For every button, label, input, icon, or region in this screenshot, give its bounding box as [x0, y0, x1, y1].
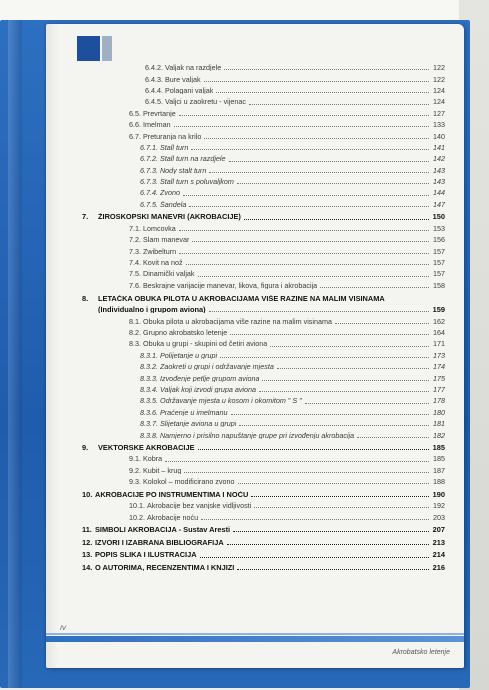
- toc-dot-leader: [277, 368, 429, 369]
- toc-entry-number: 8.3.8.: [140, 430, 158, 440]
- toc-dot-leader: [239, 425, 429, 426]
- toc-dot-leader: [305, 403, 429, 404]
- toc-dot-leader: [357, 437, 429, 438]
- toc-entry-page: 214: [432, 550, 445, 560]
- toc-entry-title: Akrobacije noću: [147, 513, 199, 521]
- toc-dot-leader: [231, 414, 429, 415]
- toc-entry-title: Šandela: [159, 200, 187, 209]
- toc-entry-title: ŽIROSKOPSKI MANEVRI (AKROBACIJE): [98, 213, 241, 221]
- toc-dot-leader: [230, 334, 429, 335]
- toc-dot-leader: [254, 507, 429, 508]
- toc-entry-title: Zaokreti u grupi i održavanje mjesta: [159, 363, 274, 371]
- toc-entry: [82, 533, 445, 546]
- toc-dot-leader: [200, 557, 429, 558]
- toc-dot-leader: [189, 206, 429, 207]
- toc-entry: [82, 151, 445, 162]
- toc-entry: [82, 336, 445, 347]
- toc-entry-number: 9.1.: [129, 454, 141, 464]
- toc-entry-page: 180: [433, 407, 445, 417]
- toc-entry-number: 9.: [82, 442, 89, 452]
- toc-entry-number: 8.1.: [129, 316, 141, 326]
- book-page: [46, 24, 464, 668]
- toc-entry-page: 207: [432, 525, 445, 535]
- toc-dot-leader: [216, 92, 429, 93]
- toc-entry-number: 7.2.: [129, 235, 141, 245]
- toc-entry-number: 8.3.3.: [140, 373, 158, 383]
- toc-entry: [82, 546, 445, 559]
- toc-entry-title: Grupno akrobatsko letenje: [143, 328, 228, 337]
- toc-dot-leader: [204, 138, 429, 139]
- toc-entry-page: 177: [433, 384, 445, 394]
- toc-entry-page: 213: [432, 537, 445, 547]
- toc-entry-page: 157: [433, 258, 445, 268]
- toc-dot-leader: [227, 544, 429, 545]
- toc-entry-number: 9.2.: [129, 465, 141, 475]
- toc-entry-number: 14.: [82, 562, 93, 572]
- toc-entry: [82, 559, 445, 572]
- toc-entry: [82, 463, 445, 474]
- toc-dot-leader: [251, 496, 429, 497]
- toc-entry: [82, 163, 445, 174]
- toc-entry-title: Nody stalt turn: [159, 166, 207, 174]
- toc-dot-leader: [224, 69, 429, 70]
- toc-entry-number: 7.3.: [129, 246, 141, 256]
- toc-entry-page: 122: [433, 74, 445, 84]
- toc-entry: [82, 128, 445, 139]
- toc-entry-title: Izvođenje petlje grupom aviona: [159, 374, 260, 382]
- toc-entry: [82, 197, 445, 208]
- toc-entry-number: 12.: [82, 537, 93, 547]
- toc-entry-page: 147: [433, 199, 445, 209]
- toc-entry: [82, 60, 445, 71]
- toc-entry-title: Preturanja na krilo: [143, 132, 202, 140]
- toc-dot-leader: [184, 472, 429, 473]
- toc-entry-title: Stall turn na razdjele: [159, 155, 226, 163]
- toc-entry: [82, 221, 445, 232]
- toc-entry-page: 153: [433, 223, 445, 233]
- toc-entry-title: IZVORI I IZABRANA BIBLIOGRAFIJA: [95, 538, 224, 547]
- toc-entry-title: Beskrajne varijacije manevar, likova, figura i akrobacija: [143, 281, 318, 290]
- toc-entry-title: Dinamički valjak: [143, 270, 195, 278]
- toc-entry-title: Slijetanje aviona u grupi: [159, 420, 237, 428]
- toc-entry-title: VEKTORSKE AKROBACIJE: [98, 443, 195, 452]
- toc-entry-page: 178: [433, 396, 445, 406]
- toc-entry: [82, 174, 445, 185]
- toc-entry-number: 8.3.4.: [140, 384, 158, 394]
- toc-entry-page: 144: [433, 188, 445, 198]
- toc-entry: [82, 451, 445, 462]
- toc-entry-title: Valjci u zaokretu - vijenac: [164, 98, 246, 106]
- toc-entry-page: 122: [433, 63, 445, 73]
- toc-entry-title: Namjerno i prisilno napuštanje grupe pri izvođenju akrobacija: [159, 431, 355, 439]
- toc-entry: [82, 208, 445, 221]
- toc-entry-title: POPIS SLIKA I ILUSTRACIJA: [95, 551, 197, 559]
- toc-entry-page: 140: [433, 131, 445, 141]
- toc-dot-leader: [233, 531, 429, 532]
- toc-entry: [82, 117, 445, 128]
- decorative-gray-bar: [102, 36, 112, 61]
- toc-entry-number: 6.7.3.: [140, 177, 158, 187]
- toc-dot-leader: [244, 219, 429, 220]
- toc-entry-title: Kolokol – modificirano zvono: [143, 478, 235, 486]
- page-gutter-shadow: [46, 24, 58, 668]
- toc-entry: [82, 427, 445, 438]
- toc-entry-number: 6.4.3.: [145, 74, 163, 84]
- toc-entry: [82, 348, 445, 359]
- toc-entry-number: 8.: [82, 293, 89, 303]
- toc-dot-leader: [249, 104, 429, 105]
- toc-entry-number: 8.3.: [129, 339, 141, 349]
- toc-entry-number: 8.3.5.: [140, 396, 158, 406]
- toc-entry-title: Polijetanje u grupi: [159, 351, 218, 359]
- toc-entry-title: Polagani valjak: [164, 86, 214, 95]
- toc-entry: [82, 498, 445, 509]
- toc-dot-leader: [179, 115, 429, 116]
- toc-dot-leader: [259, 391, 429, 392]
- toc-dot-leader: [220, 357, 429, 358]
- toc-entry-number: 7.6.: [129, 280, 141, 290]
- toc-entry-title: Održavanje mjesta u kosom i okomitom " S ": [159, 397, 302, 405]
- toc-entry-number: 8.3.1.: [140, 350, 158, 360]
- toc-entry: [82, 232, 445, 243]
- toc-entry: [82, 243, 445, 254]
- toc-entry-title: Obuka pilota u akrobacijama više razine na malim visinama: [143, 317, 332, 325]
- toc-entry: [82, 521, 445, 534]
- toc-entry-title: Praćenje u imelmanu: [159, 408, 228, 416]
- toc-entry-number: 7.1.: [129, 223, 141, 233]
- toc-entry-page: 185: [432, 442, 445, 452]
- toc-entry-page: 181: [433, 419, 445, 429]
- toc-entry-title: Stall turn: [159, 143, 189, 152]
- toc-entry-title: Kubit – krug: [143, 466, 182, 475]
- toc-entry-number: 6.7.4.: [140, 188, 158, 198]
- toc-dot-leader: [204, 81, 429, 82]
- toc-entry-page: 216: [432, 562, 445, 572]
- toc-entry: [82, 266, 445, 277]
- toc-entry-title: Kovit na nož: [143, 259, 183, 267]
- toc-entry-title: Valjak na razdjele: [164, 64, 222, 72]
- toc-entry-page: 141: [433, 142, 445, 152]
- table-of-contents: [82, 60, 445, 571]
- toc-dot-leader: [237, 183, 429, 184]
- toc-entry: [82, 370, 445, 381]
- footer-blue-band: [46, 636, 464, 642]
- toc-entry-title: AKROBACIJE PO INSTRUMENTIMA I NOĆU: [95, 490, 249, 499]
- toc-dot-leader: [191, 149, 429, 150]
- toc-entry-title: Obuka u grupi - skupini od četiri aviona: [143, 340, 268, 348]
- toc-entry-number: 7.4.: [129, 258, 141, 268]
- toc-dot-leader: [192, 241, 429, 242]
- toc-entry-number: 10.1.: [129, 501, 145, 511]
- toc-entry-number: 10.: [82, 489, 93, 499]
- toc-entry: [82, 382, 445, 393]
- toc-entry: [82, 71, 445, 82]
- toc-entry: [82, 278, 445, 289]
- toc-entry-title: Kobra: [143, 455, 163, 463]
- toc-entry-page: 175: [433, 373, 445, 383]
- toc-entry-page: 174: [433, 362, 445, 372]
- toc-entry-title: Zvono: [159, 189, 180, 197]
- toc-entry: [82, 83, 445, 94]
- toc-entry-number: 8.3.7.: [140, 419, 158, 429]
- toc-entry-page: 124: [433, 85, 445, 95]
- toc-dot-leader: [165, 461, 429, 462]
- toc-entry-title: Slam manevar: [143, 236, 190, 244]
- toc-entry-page: 187: [433, 465, 445, 475]
- toc-entry: [82, 509, 445, 520]
- toc-dot-leader: [270, 346, 429, 347]
- toc-entry-number: 6.4.5.: [145, 97, 163, 107]
- toc-entry-number: 6.4.4.: [145, 85, 163, 95]
- toc-entry: [82, 185, 445, 196]
- toc-entry-page: 159: [432, 305, 445, 314]
- toc-entry-number: 8.2.: [129, 327, 141, 337]
- toc-entry-number: 7.: [82, 212, 89, 222]
- toc-dot-leader: [179, 253, 429, 254]
- toc-entry-page: 133: [433, 120, 445, 130]
- toc-entry-page: 182: [433, 430, 445, 440]
- toc-entry: [82, 393, 445, 404]
- running-title: Akrobatsko letenje: [392, 649, 450, 656]
- toc-entry-page: 142: [433, 154, 445, 164]
- toc-entry-page: 188: [433, 477, 445, 487]
- toc-dot-leader: [174, 126, 429, 127]
- toc-dot-leader: [186, 264, 429, 265]
- toc-dot-leader: [198, 276, 429, 277]
- toc-entry-number: 6.7.1.: [140, 142, 158, 152]
- toc-entry: [82, 313, 445, 324]
- toc-entry-number: 6.5.: [129, 108, 141, 118]
- toc-entry-page: 157: [433, 269, 445, 279]
- toc-dot-leader: [335, 323, 429, 324]
- toc-entry-title: SIMBOLI AKROBACIJA - Sustav Aresti: [95, 526, 231, 534]
- toc-entry-title: O AUTORIMA, RECENZENTIMA I KNJIZI: [95, 563, 235, 572]
- toc-entry-page: 127: [433, 108, 445, 118]
- toc-dot-leader: [320, 287, 429, 288]
- toc-entry-title: Lomcovka: [143, 224, 176, 233]
- page-number: IV: [60, 625, 67, 632]
- toc-entry-number: 9.3.: [129, 477, 141, 487]
- toc-entry-number: 7.5.: [129, 269, 141, 279]
- toc-entry-number: 8.3.2.: [140, 362, 158, 372]
- toc-entry-number: 6.7.5.: [140, 199, 158, 209]
- toc-dot-leader: [262, 380, 429, 381]
- toc-entry-number: 6.7.: [129, 131, 141, 141]
- toc-entry: [82, 359, 445, 370]
- toc-entry-number: 6.4.2.: [145, 63, 163, 73]
- toc-entry-page: 143: [433, 165, 445, 175]
- toc-dot-leader: [209, 172, 429, 173]
- toc-entry: [82, 302, 445, 313]
- toc-entry-title: Prevrtanje: [143, 109, 176, 117]
- toc-entry-page: 157: [433, 246, 445, 256]
- toc-entry-page: 190: [432, 489, 445, 499]
- toc-entry: [82, 439, 445, 452]
- toc-dot-leader: [201, 519, 429, 520]
- toc-entry: [82, 255, 445, 266]
- toc-entry-page: 203: [433, 512, 445, 522]
- toc-entry: [82, 405, 445, 416]
- toc-entry: [82, 325, 445, 336]
- toc-entry: [82, 474, 445, 485]
- toc-entry-title: Valjak koji izvodi grupa aviona: [159, 385, 257, 394]
- toc-entry-number: 6.7.3.: [140, 165, 158, 175]
- toc-entry-page: 164: [433, 327, 445, 337]
- toc-entry: [82, 485, 445, 498]
- toc-dot-leader: [198, 449, 429, 450]
- toc-dot-leader: [238, 483, 430, 484]
- toc-entry: [82, 289, 445, 302]
- toc-entry-number: 6.7.2.: [140, 154, 158, 164]
- toc-entry-page: 158: [433, 280, 445, 290]
- toc-entry-page: 156: [433, 235, 445, 245]
- toc-entry: [82, 416, 445, 427]
- toc-entry-title: Akrobacije bez vanjske vidljivosti: [147, 502, 252, 510]
- toc-entry-title: Imelman: [143, 121, 171, 129]
- footer-thin-line: [46, 633, 464, 635]
- toc-dot-leader: [237, 569, 429, 570]
- toc-entry-number: 8.3.6.: [140, 407, 158, 417]
- toc-entry-title: Zwibelturn: [143, 247, 177, 255]
- toc-entry-number: 10.2.: [129, 512, 145, 522]
- toc-entry-page: 173: [433, 350, 445, 360]
- toc-entry-page: 171: [433, 339, 445, 349]
- toc-entry: [82, 94, 445, 105]
- toc-entry: [82, 140, 445, 151]
- toc-entry-number: 11.: [82, 525, 92, 535]
- toc-entry-number: 6.6.: [129, 120, 141, 130]
- toc-dot-leader: [179, 230, 429, 231]
- toc-entry-page: 192: [433, 501, 445, 511]
- toc-entry-title: LETAČKA OBUKA PILOTA U AKROBACIJAMA VIŠE RAZINE NA MALIM VISINAMA: [98, 294, 385, 303]
- toc-dot-leader: [229, 161, 429, 162]
- toc-entry-page: 143: [433, 177, 445, 187]
- decorative-blue-square: [77, 36, 100, 61]
- toc-entry-page: 162: [433, 316, 445, 326]
- toc-entry-page: 185: [433, 454, 445, 464]
- toc-dot-leader: [183, 195, 429, 196]
- toc-entry-title: Bure valjak: [164, 75, 201, 83]
- toc-entry-page: 150: [432, 212, 445, 222]
- toc-entry-title: (Individualno i grupom aviona): [98, 306, 206, 314]
- toc-entry-title: Stall turn s poluvaljkom: [159, 178, 234, 186]
- toc-dot-leader: [209, 311, 429, 312]
- toc-entry: [82, 106, 445, 117]
- toc-entry-page: 124: [433, 97, 445, 107]
- toc-entry-number: 13.: [82, 550, 93, 560]
